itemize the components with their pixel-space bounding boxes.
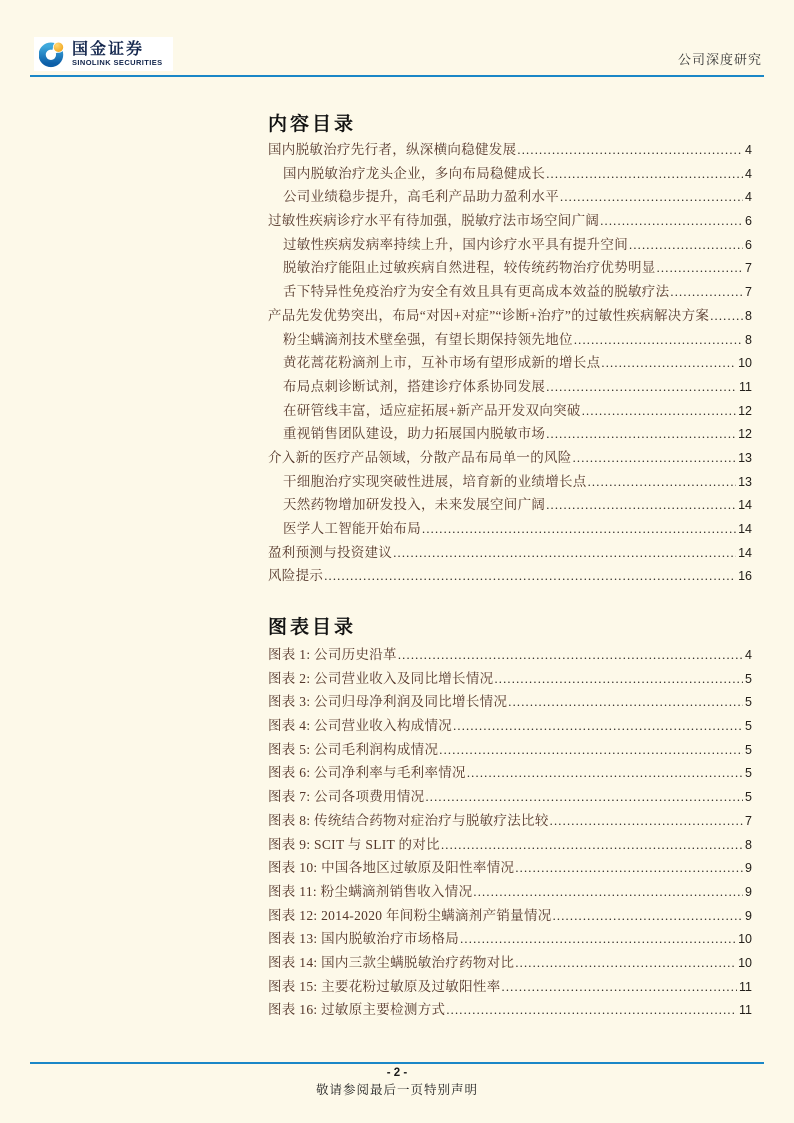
dot-leader: [546, 423, 736, 447]
toc-entry[interactable]: [268, 667, 752, 691]
toc-entry-page: 5: [745, 766, 752, 781]
toc-entry-label: 产品先发优势突出，布局“对因+对症”“诊断+治疗”的过敏性疾病解决方案: [268, 307, 710, 323]
toc-entry[interactable]: [268, 738, 752, 762]
toc-entry[interactable]: [268, 951, 752, 975]
toc-entry-label: 图表 4: 公司营业收入构成情况: [268, 718, 453, 734]
page-number: - 2 -: [386, 1067, 408, 1079]
toc-entry-page: 4: [745, 143, 752, 157]
toc-entry-page: 10: [738, 932, 752, 947]
toc-entry-label: 图表 11: 粉尘螨滴剂销售收入情况: [268, 883, 473, 899]
toc-entry[interactable]: [268, 375, 752, 399]
toc-entry[interactable]: [268, 422, 752, 446]
dot-leader: [508, 691, 743, 715]
toc-entry-label: 图表 5: 公司毛利润构成情况: [268, 741, 439, 757]
toc-entry-label: 图表 10: 中国各地区过敏原及阳性率情况: [268, 860, 515, 876]
toc-entry[interactable]: [268, 904, 752, 928]
toc-entry[interactable]: [268, 351, 752, 375]
toc-entry-label: 过敏性疾病诊疗水平有待加强，脱敏疗法市场空间广阔: [268, 213, 600, 229]
toc-entry-label: 图表 6: 公司净利率与毛利率情况: [268, 765, 466, 781]
toc-entry-page: 4: [745, 648, 752, 662]
toc-entry-label: 干细胞治疗实现突破性进展，培育新的业绩增长点: [283, 473, 587, 489]
brand-name-en: SINOLINK SECURITIES: [72, 58, 163, 67]
dot-leader: [546, 376, 737, 400]
sinolink-logo-icon: [39, 40, 66, 68]
toc-entry[interactable]: [268, 209, 752, 233]
toc-entry-page: 5: [745, 790, 752, 805]
content-toc-list: [268, 138, 752, 588]
brand-text: [72, 41, 163, 67]
figure-toc-title: 图表目录: [268, 617, 357, 638]
toc-entry[interactable]: [268, 856, 752, 880]
dot-leader: [460, 928, 736, 952]
dot-leader: [670, 281, 743, 305]
toc-entry[interactable]: [268, 517, 752, 541]
toc-entry-label: 国内脱敏治疗先行者，纵深横向稳健发展: [268, 142, 517, 157]
footer-disclaimer: 敬请参阅最后一页特别声明: [315, 1083, 478, 1097]
toc-entry[interactable]: [268, 493, 752, 517]
dot-leader: [446, 999, 737, 1023]
dot-leader: [515, 857, 743, 881]
toc-entry-page: 8: [745, 332, 752, 347]
dot-leader: [422, 518, 736, 542]
toc-entry[interactable]: [268, 399, 752, 423]
toc-entry-page: 14: [738, 498, 752, 513]
toc-entry[interactable]: [268, 833, 752, 857]
dot-leader: [324, 565, 736, 589]
toc-entry-page: 11: [739, 1003, 752, 1018]
toc-entry[interactable]: [268, 162, 752, 186]
toc-entry[interactable]: [268, 880, 752, 904]
toc-entry[interactable]: [268, 714, 752, 738]
dot-leader: [553, 905, 743, 929]
dot-leader: [588, 471, 736, 495]
doc-type-label: 公司深度研究: [677, 52, 762, 67]
toc-entry-label: 舌下特异性免疫治疗为安全有效且具有更高成本效益的脱敏疗法: [283, 284, 670, 300]
toc-entry-page: 12: [738, 403, 752, 418]
toc-entry-label: 在研管线丰富，适应症拓展+新产品开发双向突破: [283, 402, 581, 418]
toc-entry-page: 8: [745, 837, 752, 852]
dot-leader: [546, 163, 743, 187]
dot-leader: [550, 810, 743, 834]
toc-entry-page: 8: [745, 308, 752, 323]
dot-leader: [473, 881, 743, 905]
toc-entry-label: 布局点刺诊断试剂，搭建诊疗体系协同发展: [283, 378, 546, 394]
figure-toc-list: [268, 643, 752, 1022]
toc-entry-label: 粉尘螨滴剂技术壁垒强，有望长期保持领先地位: [283, 331, 573, 347]
toc-entry[interactable]: [268, 690, 752, 714]
toc-entry[interactable]: [268, 761, 752, 785]
toc-entry-label: 图表 1: 公司历史沿革: [268, 647, 397, 662]
toc-entry-label: 图表 16: 过敏原主要检测方式: [268, 1002, 446, 1018]
toc-entry[interactable]: [268, 927, 752, 951]
dot-leader: [502, 976, 738, 1000]
toc-entry-label: 过敏性疾病发病率持续上升，国内诊疗水平具有提升空间: [283, 236, 628, 252]
toc-entry-page: 6: [745, 214, 752, 229]
toc-entry-label: 图表 13: 国内脱敏治疗市场格局: [268, 931, 460, 947]
dot-leader: [517, 139, 743, 163]
dot-leader: [393, 542, 736, 566]
toc-entry-label: 图表 3: 公司归母净利润及同比增长情况: [268, 694, 508, 710]
toc-entry[interactable]: [268, 541, 752, 565]
toc-entry[interactable]: [268, 138, 752, 162]
toc-entry-label: 图表 15: 主要花粉过敏原及过敏阳性率: [268, 978, 501, 994]
toc-entry-page: 16: [738, 569, 752, 584]
dot-leader: [441, 834, 743, 858]
report-header: [30, 0, 764, 77]
toc-entry-page: 11: [739, 379, 752, 394]
toc-entry-page: 13: [738, 474, 752, 489]
dot-leader: [398, 644, 743, 668]
toc-entry-label: 图表 14: 国内三款尘螨脱敏治疗药物对比: [268, 954, 515, 970]
dot-leader: [710, 305, 743, 329]
toc-entry-page: 13: [738, 450, 752, 465]
dot-leader: [494, 668, 743, 692]
toc-entry-page: 4: [745, 190, 752, 205]
toc-entry-page: 10: [738, 356, 752, 371]
dot-leader: [467, 762, 743, 786]
toc-entry-label: 重视销售团队建设，助力拓展国内脱敏市场: [283, 426, 546, 442]
toc-entry-label: 国内脱敏治疗龙头企业，多向布局稳健成长: [283, 165, 546, 181]
toc-entry-page: 5: [745, 719, 752, 734]
toc-entry-page: 6: [745, 237, 752, 252]
toc-entry-label: 黄花蒿花粉滴剂上市，互补市场有望形成新的增长点: [283, 355, 601, 371]
report-footer: [30, 1062, 764, 1098]
toc-entry-page: 5: [745, 695, 752, 710]
toc-entry-page: 10: [738, 955, 752, 970]
toc-entry[interactable]: [268, 785, 752, 809]
toc-entry-label: 介入新的医疗产品领域，分散产品布局单一的风险: [268, 449, 572, 465]
toc-entry[interactable]: [268, 564, 752, 588]
toc-entry[interactable]: [268, 643, 752, 667]
dot-leader: [601, 352, 736, 376]
dot-leader: [425, 786, 743, 810]
dot-leader: [574, 329, 743, 353]
toc-entry-label: 图表 12: 2014-2020 年间粉尘螨滴剂产销量情况: [268, 907, 552, 923]
dot-leader: [546, 494, 736, 518]
toc-entry-page: 12: [738, 427, 752, 442]
toc-entry-page: 9: [745, 908, 752, 923]
toc-entry-label: 图表 8: 传统结合药物对症治疗与脱敏疗法比较: [268, 812, 549, 828]
dot-leader: [515, 952, 736, 976]
toc-entry[interactable]: [268, 233, 752, 257]
brand-name-cn: 国金证券: [72, 41, 145, 58]
toc-entry-label: 盈利预测与投资建议: [268, 544, 393, 560]
toc-entry-page: 5: [745, 742, 752, 757]
toc-entry-label: 医学人工智能开始布局: [283, 521, 421, 536]
toc-entry[interactable]: [268, 809, 752, 833]
dot-leader: [629, 234, 743, 258]
toc-entry[interactable]: [268, 446, 752, 470]
toc-entry-page: 5: [745, 671, 752, 686]
toc-entry[interactable]: [268, 998, 752, 1022]
toc-entry-page: 14: [738, 522, 752, 536]
toc-entry-page: 7: [745, 285, 752, 300]
toc-entry-page: 14: [738, 545, 752, 560]
toc-entry-label: 脱敏治疗能阻止过敏疾病自然进程，较传统药物治疗优势明显: [283, 260, 656, 276]
dot-leader: [657, 257, 743, 281]
toc-entry-label: 图表 7: 公司各项费用情况: [268, 789, 425, 805]
sinolink-logo: [34, 37, 173, 71]
toc-entry[interactable]: [268, 256, 752, 280]
toc-entry-page: 7: [745, 813, 752, 828]
toc-entry-page: 7: [745, 261, 752, 276]
toc-entry[interactable]: [268, 328, 752, 352]
toc-entry-label: 公司业绩稳步提升，高毛利产品助力盈利水平: [283, 189, 559, 205]
dot-leader: [560, 186, 743, 210]
toc-entry-label: 天然药物增加研发投入，未来发展空间广阔: [283, 497, 546, 513]
dot-leader: [573, 447, 736, 471]
toc-entry[interactable]: [268, 185, 752, 209]
toc-entry[interactable]: [268, 304, 752, 328]
dot-leader: [439, 739, 743, 763]
toc-entry-label: 图表 9: SCIT 与 SLIT 的对比: [268, 836, 440, 852]
dot-leader: [453, 715, 743, 739]
toc-entry[interactable]: [268, 280, 752, 304]
toc-entry[interactable]: [268, 975, 752, 999]
toc-entry-label: 图表 2: 公司营业收入及同比增长情况: [268, 670, 494, 686]
content-toc-title: 内容目录: [268, 114, 357, 135]
dot-leader: [582, 400, 736, 424]
toc-entry-page: 9: [745, 861, 752, 876]
toc-entry-label: 风险提示: [268, 568, 324, 584]
dot-leader: [600, 210, 743, 234]
toc-entry-page: 9: [745, 884, 752, 899]
toc-entry-page: 4: [745, 166, 752, 181]
toc-entry[interactable]: [268, 470, 752, 494]
toc-entry-page: 11: [739, 979, 752, 994]
